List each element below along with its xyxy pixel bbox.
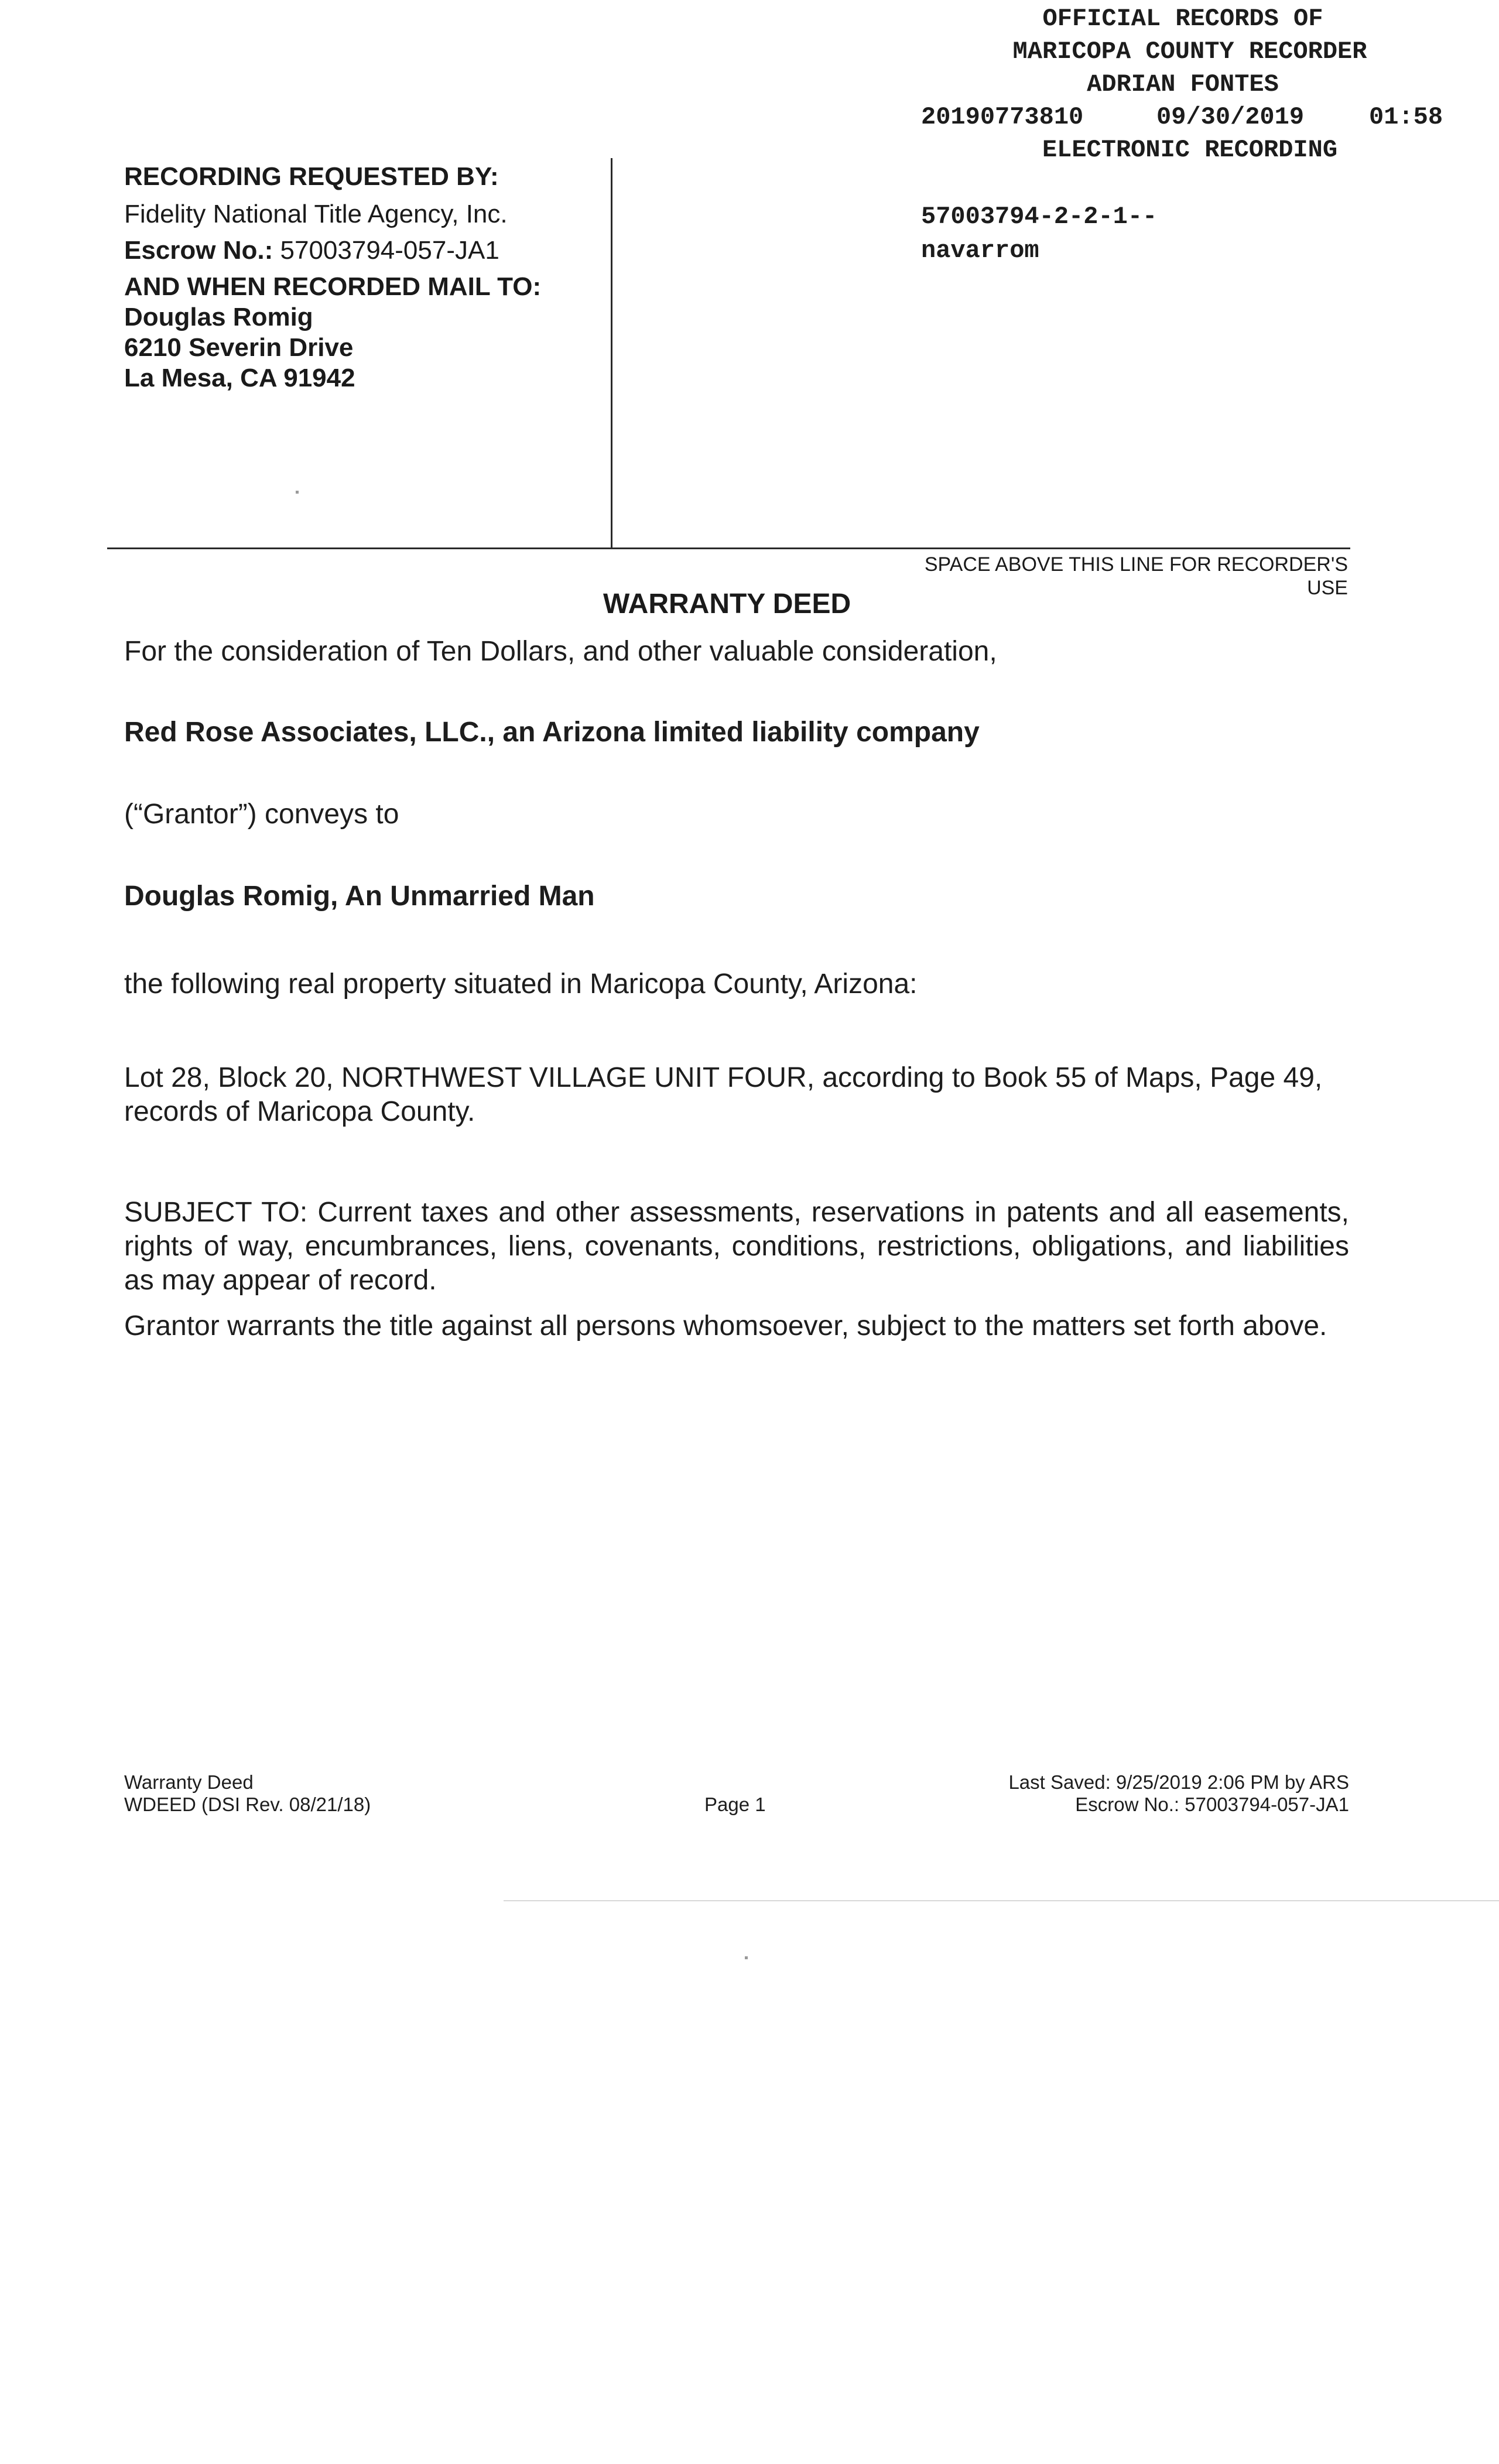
recording-date: 09/30/2019	[1156, 103, 1305, 131]
requested-by-name: Fidelity National Title Agency, Inc.	[124, 200, 508, 228]
recording-time: 01:58	[1369, 103, 1443, 131]
scan-speck	[296, 491, 299, 494]
deed-title: WARRANTY DEED	[603, 588, 851, 620]
mail-to-city: La Mesa, CA 91942	[124, 364, 355, 392]
escrow-label: Escrow No.:	[124, 236, 273, 265]
escrow-number-line	[124, 235, 604, 266]
footer-page-number: Page 1	[704, 1794, 766, 1815]
recorder-stamp-line-3: ADRIAN FONTES	[1087, 70, 1279, 98]
mail-to-street: 6210 Severin Drive	[124, 333, 354, 362]
recorder-batch-id: 57003794-2-2-1--	[921, 203, 1158, 231]
recorder-stamp-line-2: MARICOPA COUNTY RECORDER	[1012, 37, 1367, 66]
conveys-clause: (“Grantor”) conveys to	[124, 799, 399, 830]
mail-to-label: AND WHEN RECORDED MAIL TO:	[124, 272, 542, 301]
mail-to-name: Douglas Romig	[124, 303, 313, 331]
footer-escrow-number: Escrow No.: 57003794-057-JA1	[1075, 1794, 1349, 1815]
escrow-number: 57003794-057-JA1	[280, 236, 499, 265]
recorder-user: navarrom	[921, 237, 1039, 265]
property-intro: the following real property situated in Maricopa County, Arizona:	[124, 969, 918, 1000]
recorder-use-note: SPACE ABOVE THIS LINE FOR RECORDER'S USE	[924, 553, 1348, 599]
subject-to-clause: SUBJECT TO: Current taxes and other assessments, reservations in patents and all easements, rights of way, encumbrances, liens, covenants, conditions, restrictions, obligations, and liabilities as may appear of record.	[124, 1197, 1349, 1296]
footer-doc-name: Warranty Deed	[124, 1771, 254, 1793]
warranty-clause: Grantor warrants the title against all persons whomsoever, subject to the matters set forth above.	[124, 1310, 1327, 1341]
scan-artifact-line	[504, 1900, 1499, 1901]
grantee-name: Douglas Romig, An Unmarried Man	[124, 881, 595, 912]
vertical-divider	[611, 158, 612, 547]
recorder-stamp-line-1: OFFICIAL RECORDS OF	[1042, 5, 1323, 33]
recorder-space-line	[107, 547, 1350, 549]
recording-fee-number: 20190773810	[921, 103, 1084, 131]
consideration-clause: For the consideration of Ten Dollars, and other valuable consideration,	[124, 636, 997, 667]
footer-last-saved: Last Saved: 9/25/2019 2:06 PM by ARS	[1008, 1771, 1349, 1793]
footer-form-revision: WDEED (DSI Rev. 08/21/18)	[124, 1794, 371, 1815]
scan-speck	[745, 1956, 748, 1959]
recording-requested-block	[124, 158, 604, 393]
requested-by-label: RECORDING REQUESTED BY:	[124, 162, 499, 191]
grantor-name: Red Rose Associates, LLC., an Arizona limited liability company	[124, 717, 980, 748]
recorder-stamp-line-5: ELECTRONIC RECORDING	[1042, 136, 1338, 164]
legal-description: Lot 28, Block 20, NORTHWEST VILLAGE UNIT FOUR, according to Book 55 of Maps, Page 49, records of Maricopa County.	[124, 1062, 1323, 1127]
